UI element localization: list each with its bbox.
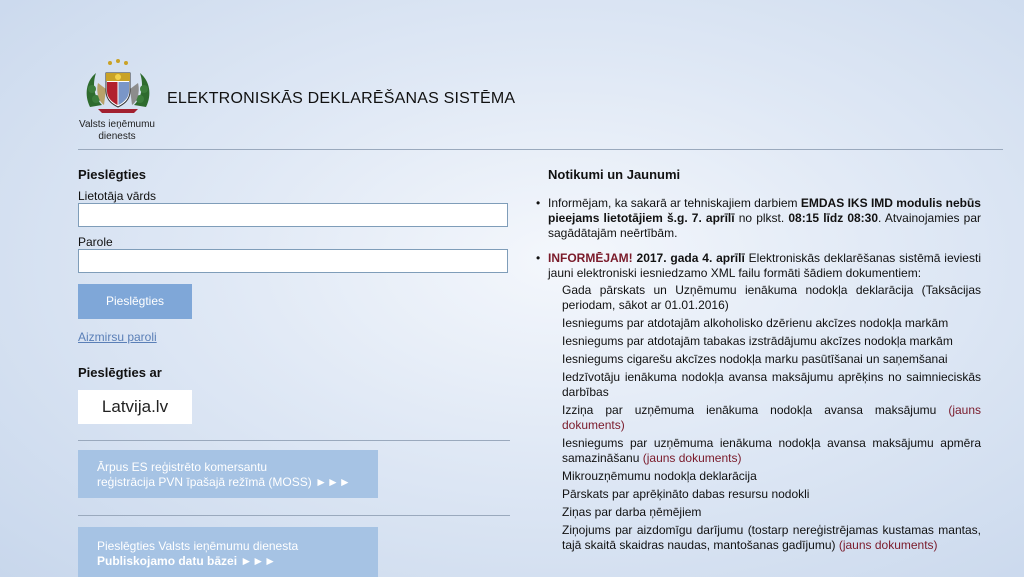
new-document-tag: (jauns dokuments): [838, 538, 938, 552]
login-button[interactable]: Pieslēgties: [78, 284, 192, 319]
news-heading: Notikumi un Jaunumi: [548, 167, 681, 182]
system-title: ELEKTRONISKĀS DEKLARĒŠANAS SISTĒMA: [167, 90, 516, 107]
document-list-item: Ziņojums par aizdomīgu darījumu (tostarp nereģistrējamas kustamas mantas, tajā skaitā skaidras naudas, mantošanas gadījumu) (jauns dokuments): [562, 523, 981, 552]
moss-line-1: Ārpus ES reģistrēto komersantu: [97, 460, 268, 474]
coat-of-arms-logo: [82, 55, 154, 115]
document-list: [548, 283, 981, 553]
password-input[interactable]: [78, 249, 508, 273]
document-list-item: Iesniegums cigarešu akcīzes nodokļa marku pasūtīšanai un saņemšanai: [562, 352, 948, 366]
document-list-item: Iedzīvotāju ienākuma nodokļa avansa maksājumu aprēķins no saimnieciskās darbības: [562, 370, 981, 399]
public-db-line-1: Pieslēgties Valsts ieņēmumu dienesta: [97, 539, 299, 553]
document-list-item: Iesniegums par uzņēmuma ienākuma nodokļa avansa maksājumu apmēra samazināšanu (jauns dokuments): [562, 436, 981, 465]
latvija-lv-button[interactable]: [78, 390, 192, 424]
moss-line-2: reģistrācija PVN īpašajā režīmā (MOSS) ►►►: [97, 475, 351, 489]
username-input[interactable]: [78, 203, 508, 227]
section-divider: [78, 515, 510, 516]
moss-registration-button[interactable]: [78, 450, 378, 498]
new-document-tag: (jauns dokuments): [562, 403, 982, 432]
document-list-item: Ziņas par darba ņēmējiem: [562, 505, 702, 519]
org-caption: Valsts ieņēmumu dienests: [79, 119, 155, 142]
document-list-item: Gada pārskats un Uzņēmumu ienākuma nodokļa deklarācija (Taksācijas periodam, sākot ar 01.01.2016): [562, 283, 981, 312]
document-list-item: Iesniegums par atdotajām tabakas izstrādājumu akcīzes nodokļa markām: [562, 334, 953, 348]
document-list-item: Mikrouzņēmumu nodokļa deklarācija: [562, 469, 757, 483]
new-document-tag: (jauns dokuments): [642, 451, 742, 465]
document-list-item: Iesniegums par atdotajām alkoholisko dzērienu akcīzes nodokļa markām: [562, 316, 949, 330]
section-divider: [78, 440, 510, 441]
document-list-item: Izziņa par uzņēmuma ienākuma nodokļa avansa maksājumu (jauns dokuments): [562, 403, 982, 432]
public-database-button[interactable]: [78, 527, 378, 577]
public-db-line-2: Publiskojamo datu bāzei ►►►: [97, 554, 276, 568]
forgot-password-link[interactable]: Aizmirsu paroli: [78, 330, 157, 344]
login-with-heading: Pieslēgties ar: [78, 365, 162, 380]
password-label: Parole: [78, 235, 113, 249]
news-list: [536, 196, 981, 556]
header-divider: [78, 149, 1003, 150]
news-item: • INFORMĒJAM! 2017. gada 4. aprīlī Elektroniskās deklarēšanas sistēmā ieviesti jauni elektroniski iesniedzamo XML failu formāti šādiem dokumentiem: Gada pārskats un Uzņēmumu ienākuma nodokļa deklarācija (Taksācijas periodam, sākot ar 01.01.2016) Iesniegums par atdotajām alkoholisko dzērienu akcīzes nodokļa markām Iesniegums par atdotajām tabakas izstrādājumu akcīzes nodokļa markām Iesniegums cigarešu akcīzes nodokļa marku pasūtīšanai un saņemšanai Iedzīvotāju ienākuma nodokļa avansa maksājumu aprēķins no saimnieciskās darbības Izziņa par uzņēmuma ienākuma nodokļa avansa maksājumu (jauns dokuments) Iesniegums par uzņēmuma ienākuma nodokļa avansa maksājumu apmēra samazināšanu (jauns dokuments) Mikrouzņēmumu nodokļa deklarācija Pārskats par aprēķināto dabas resursu nodokli Ziņas par darba ņēmējiem Ziņojums par aizdomīgu darījumu (tostarp nereģistrējamas kustamas mantas, tajā skaitā skaidras naudas, mantošanas gadījumu) (jauns dokuments): [536, 251, 982, 552]
latvija-lv-logo: Latvija.lv: [101, 397, 169, 416]
news-item: • Informējam, ka sakarā ar tehniskajiem darbiem EMDAS IKS IMD modulis nebūs pieejams lietotājiem š.g. 7. aprīlī no plkst. 08:15 līdz 08:30. Atvainojamies par sagādātajām neērtībām.: [536, 196, 982, 240]
login-heading: Pieslēgties: [78, 167, 146, 182]
username-label: Lietotāja vārds: [78, 189, 157, 203]
document-list-item: Pārskats par aprēķināto dabas resursu nodokli: [562, 487, 810, 501]
